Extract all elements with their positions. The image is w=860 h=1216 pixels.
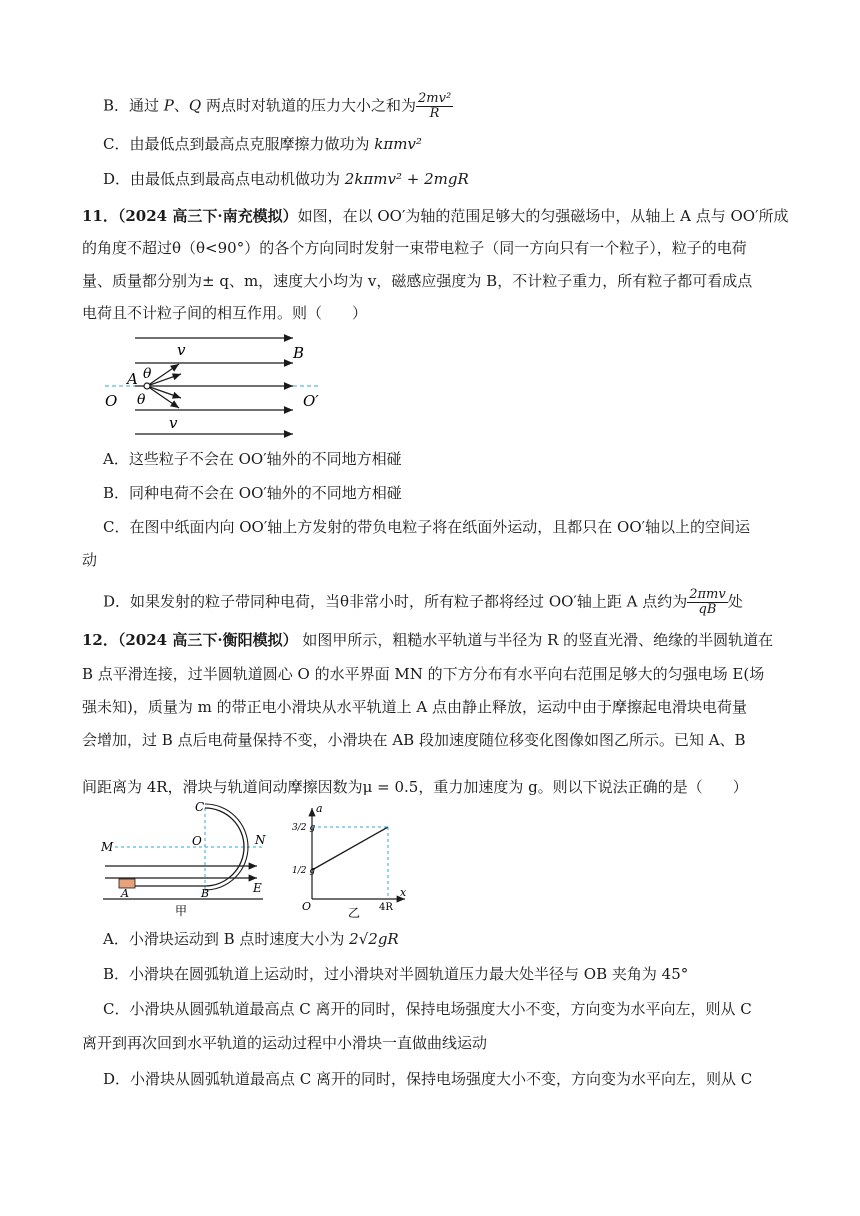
- q12-option-d-line1: D．小滑块从圆弧轨道最高点 C 离开的同时，保持电场强度大小不变，方向变为水平向左，则从 C: [103, 1070, 753, 1088]
- q11-fig-theta-bottom: θ: [137, 392, 146, 408]
- q12-option-b: B．小滑块在圆弧轨道上运动时，过小滑块对半圆轨道压力最大处半径与 OB 夹角为 45°: [103, 965, 689, 983]
- q12-stem-line5: 间距离为 4R，滑块与轨道间动摩擦因数为μ = 0.5，重力加速度为 g。则以下说法正确的是（ ）: [82, 778, 748, 796]
- q11-fig-o-prime: O′: [303, 392, 319, 410]
- q12-yi-caption: 乙: [348, 906, 361, 920]
- q12-jia-o: O: [192, 834, 202, 848]
- q12-jia-e: E: [253, 881, 262, 895]
- q11-fig-o: O: [105, 392, 118, 410]
- q12-jia-n: N: [255, 833, 266, 847]
- q12-yi-x-mark: 4R: [379, 902, 393, 913]
- q12-yi-y-bottom: 1/2 g: [292, 866, 316, 876]
- q12-stem-line1: 12．（2024 高三下·衡阳模拟） 如图甲所示，粗糙水平轨道与半径为 R 的竖直光滑、绝缘的半圆轨道在: [82, 631, 774, 649]
- q11-fig-b: B: [293, 344, 305, 362]
- q10-option-d: D．由最低点到最高点电动机做功为 2kπmv² + 2mgR: [103, 170, 469, 188]
- q11-stem-line1: 11．（2024 高三下·南充模拟）如图，在以 OO′为轴的范围足够大的匀强磁场中，从轴上 A 点与 OO′所成: [82, 207, 789, 225]
- q12-stem-line4: 会增加，过 B 点后电荷量保持不变，小滑块在 AB 段加速度随位移变化图像如图乙所示。已知 A、B: [82, 731, 746, 749]
- q11-fig-v-bottom: v: [169, 414, 178, 432]
- q12-figure-jia: [95, 800, 275, 920]
- q12-yi-x-axis: x: [400, 886, 407, 899]
- q11-option-c-line1: C．在图中纸面内向 OO′轴上方发射的带负电粒子将在纸面外运动，且都只在 OO′轴以上的空间运: [103, 518, 751, 536]
- q12-figure-yi: [290, 800, 415, 920]
- q10-b-fraction: $\frac{\text{2mv²}}{R}$: [418, 91, 452, 121]
- q12-option-c-line2: 离开到再次回到水平轨道的运动过程中小滑块一直做曲线运动: [82, 1034, 488, 1052]
- q12-yi-a-axis: a: [316, 802, 323, 815]
- q11-figure: [95, 330, 335, 445]
- q12-yi-y-top: 3/2 g: [292, 823, 316, 833]
- q11-fig-theta-top: θ: [143, 366, 152, 382]
- q11-fig-a: A: [127, 370, 138, 388]
- q11-option-d: D．如果发射的粒子带同种电荷，当θ非常小时，所有粒子都将经过 OO′轴上距 A 点约为 $\frac{\text{2πmv}}{qB}$ 处: [103, 587, 743, 617]
- q10-option-b: B．通过 P、Q 两点时对轨道的压力大小之和为 $\frac{\text{2mv²}}{R}$: [103, 91, 452, 121]
- q12-stem-line2: B 点平滑连接，过半圆轨道圆心 O 的水平界面 MN 的下方分布有水平向右范围足够大的匀强电场 E(场: [82, 665, 765, 683]
- q12-jia-b: B: [201, 887, 210, 900]
- q12-option-c-line1: C．小滑块从圆弧轨道最高点 C 离开的同时，保持电场强度大小不变，方向变为水平向左，则从 C: [103, 1000, 752, 1018]
- q11-stem-line2: 的角度不超过θ（θ<90°）的各个方向同时发射一束带电粒子（同一方向只有一个粒子），粒子的电荷: [82, 239, 747, 257]
- q11-d-fraction: $\frac{\text{2πmv}}{qB}$: [689, 587, 726, 617]
- q12-jia-c: C: [195, 800, 205, 814]
- q11-stem-line3: 量、质量都分别为± q、m，速度大小均为 v，磁感应强度为 B，不计粒子重力，所有粒子都可看成点: [82, 272, 753, 290]
- q10-option-c: C．由最低点到最高点克服摩擦力做功为 kπmv²: [103, 135, 422, 153]
- q12-option-a: A．小滑块运动到 B 点时速度大小为 2√2gR: [103, 930, 399, 948]
- q11-option-c-line2: 动: [82, 551, 98, 569]
- q11-fig-v-top: v: [177, 341, 186, 359]
- q11-stem-line4: 电荷且不计粒子间的相互作用。则（ ）: [82, 304, 368, 322]
- q12-jia-m: M: [101, 840, 114, 854]
- q12-stem-line3: 强未知)，质量为 m 的带正电小滑块从水平轨道上 A 点由静止释放，运动中由于摩擦起电滑块电荷量: [82, 698, 747, 716]
- q12-jia-a: A: [121, 887, 129, 900]
- q12-yi-origin: O: [302, 900, 312, 913]
- q12-jia-caption: 甲: [175, 904, 188, 918]
- q11-option-a: A．这些粒子不会在 OO′轴外的不同地方相碰: [103, 450, 402, 468]
- q11-option-b: B．同种电荷不会在 OO′轴外的不同地方相碰: [103, 484, 402, 502]
